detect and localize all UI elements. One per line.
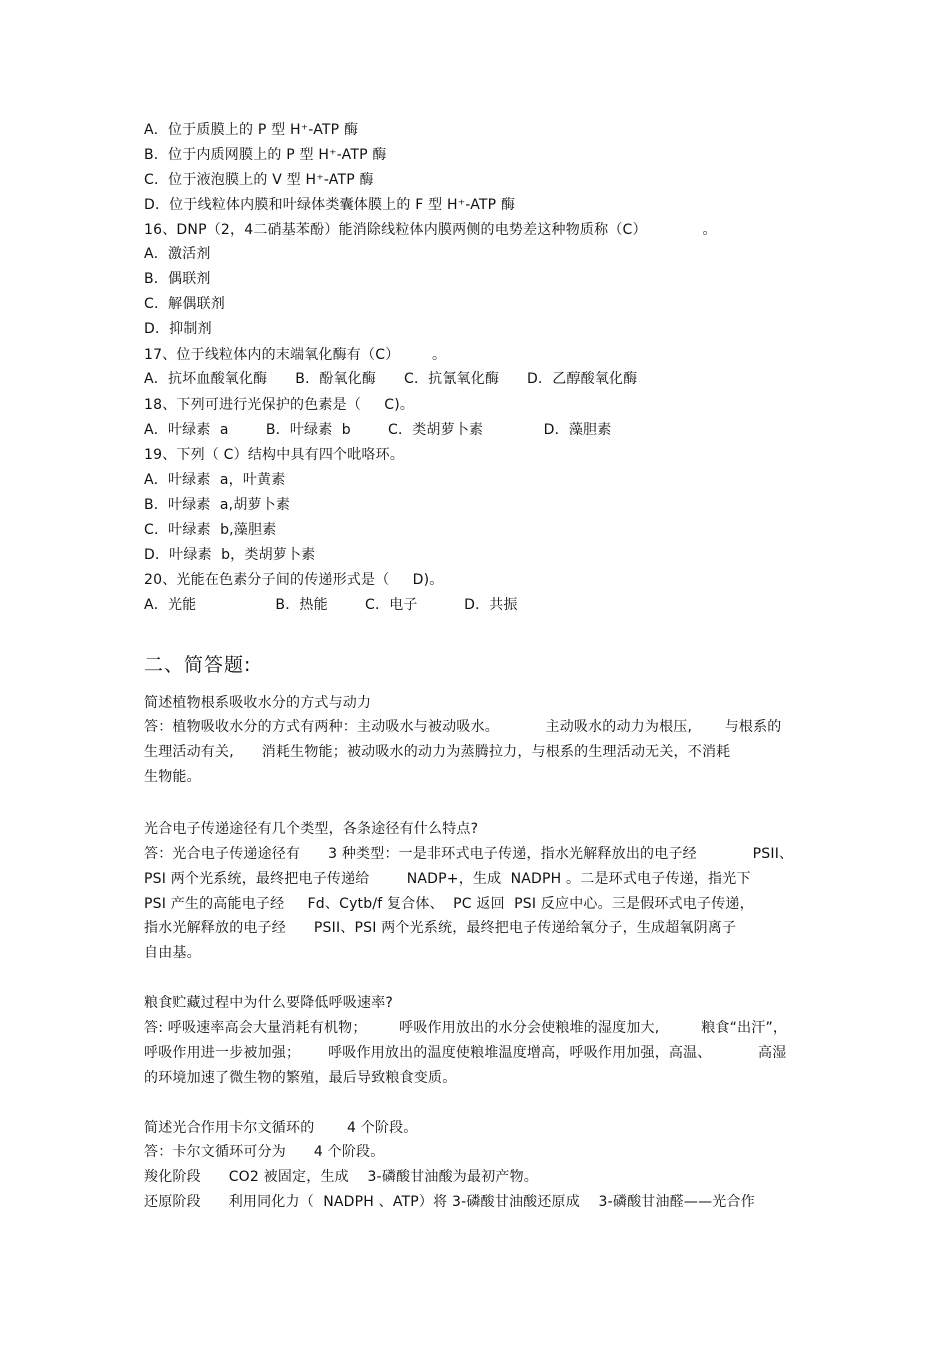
qa2-question: 光合电子传递途径有几个类型，各条途径有什么特点? bbox=[144, 821, 479, 837]
qa3-answer-line-3: 的环境加速了微生物的繁殖，最后导致粮食变质。 bbox=[144, 1070, 457, 1086]
q15-option-b: B．位于内质网膜上的 P 型 H⁺-ATP 酶 bbox=[144, 147, 387, 163]
q16-option-b: B．偶联剂 bbox=[144, 271, 211, 287]
qa2-answer-line-5: 自由基。 bbox=[144, 945, 201, 961]
q19-option-a: A．叶绿素 a，叶黄素 bbox=[144, 472, 286, 488]
qa1-answer-line-3: 生物能。 bbox=[144, 769, 201, 785]
q15-option-d: D．位于线粒体内膜和叶绿体类囊体膜上的 F 型 H⁺-ATP 酶 bbox=[144, 197, 516, 213]
q18-question: 18、下列可进行光保护的色素是（ C)。 bbox=[144, 397, 415, 413]
q18-options: A．叶绿素 a B．叶绿素 b C．类胡萝卜素 D．藻胆素 bbox=[144, 422, 612, 438]
q15-option-c: C．位于液泡膜上的 V 型 H⁺-ATP 酶 bbox=[144, 172, 374, 188]
qa1-question: 简述植物根系吸收水分的方式与动力 bbox=[144, 695, 372, 711]
qa4-answer-line-3: 还原阶段 利用同化力（ NADPH 、ATP）将 3-磷酸甘油酸还原成 3-磷酸甘油醛——光合作 bbox=[144, 1194, 755, 1210]
qa4-answer-line-2: 羧化阶段 CO2 被固定，生成 3-磷酸甘油酸为最初产物。 bbox=[144, 1169, 539, 1185]
q17-question: 17、位于线粒体内的末端氧化酶有（C） 。 bbox=[144, 347, 447, 363]
qa2-answer-line-1: 答：光合电子传递途径有 3 种类型：一是非环式电子传递，指水光解释放出的电子经 PSII、 bbox=[144, 846, 794, 862]
q20-options: A．光能 B．热能 C．电子 D．共振 bbox=[144, 597, 518, 613]
q19-option-d: D．叶绿素 b，类胡萝卜素 bbox=[144, 547, 316, 563]
qa4-answer-line-1: 答：卡尔文循环可分为 4 个阶段。 bbox=[144, 1144, 385, 1160]
qa3-answer-line-2: 呼吸作用进一步被加强； 呼吸作用放出的温度使粮堆温度增高，呼吸作用加强，高温、 高湿 bbox=[144, 1045, 787, 1061]
q16-option-d: D．抑制剂 bbox=[144, 321, 212, 337]
q16-option-c: C．解偶联剂 bbox=[144, 296, 225, 312]
qa3-question: 粮食贮藏过程中为什么要降低呼吸速率? bbox=[144, 995, 394, 1011]
section-heading: 二、简答题: bbox=[144, 654, 252, 676]
q16-option-a: A．激活剂 bbox=[144, 246, 211, 262]
q17-options: A．抗坏血酸氧化酶 B．酚氧化酶 C．抗氰氧化酶 D．乙醇酸氧化酶 bbox=[144, 371, 638, 387]
qa1-answer-line-1: 答：植物吸收水分的方式有两种：主动吸水与被动吸水。 主动吸水的动力为根压, 与根系的 bbox=[144, 719, 782, 735]
q19-option-b: B．叶绿素 a,胡萝卜素 bbox=[144, 497, 291, 513]
q19-question: 19、下列（ C）结构中具有四个吡咯环。 bbox=[144, 447, 405, 463]
qa3-answer-line-1: 答: 呼吸速率高会大量消耗有机物； 呼吸作用放出的水分会使粮堆的湿度加大, 粮食“出汗”， bbox=[144, 1020, 788, 1036]
q15-option-a: A．位于质膜上的 P 型 H⁺-ATP 酶 bbox=[144, 122, 359, 138]
q20-question: 20、光能在色素分子间的传递形式是（ D)。 bbox=[144, 572, 444, 588]
q19-option-c: C．叶绿素 b,藻胆素 bbox=[144, 522, 277, 538]
qa1-answer-line-2: 生理活动有关, 消耗生物能；被动吸水的动力为蒸腾拉力，与根系的生理活动无关，不消耗 bbox=[144, 744, 731, 760]
qa2-answer-line-3: PSI 产生的高能电子经 Fd、Cytb/f 复合体、 PC 返回 PSI 反应中心。三是假环式电子传递， bbox=[144, 896, 754, 912]
qa2-answer-line-2: PSI 两个光系统，最终把电子传递给 NADP+，生成 NADPH 。二是环式电子传递，指光下 bbox=[144, 871, 751, 887]
q16-question: 16、DNP（2，4二硝基苯酚）能消除线粒体内膜两侧的电势差这种物质称（C） 。 bbox=[144, 222, 717, 238]
qa2-answer-line-4: 指水光解释放的电子经 PSII、PSI 两个光系统，最终把电子传递给氧分子，生成超氧阴离子 bbox=[144, 920, 737, 936]
qa4-question: 简述光合作用卡尔文循环的 4 个阶段。 bbox=[144, 1120, 418, 1136]
